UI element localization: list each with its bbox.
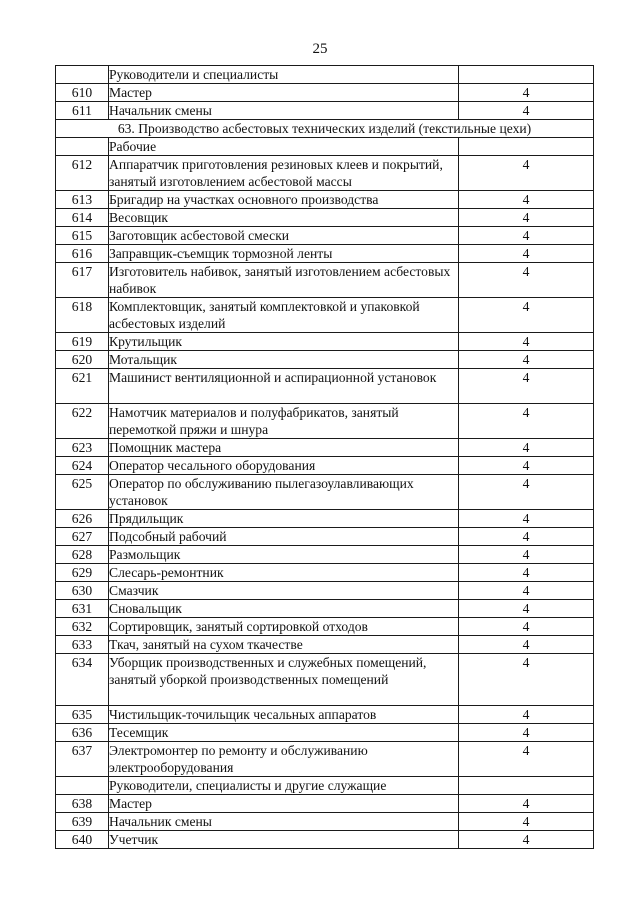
value-cell: 4 xyxy=(459,795,594,813)
value-cell: 4 xyxy=(459,475,594,510)
profession-name: Размольщик xyxy=(109,546,459,564)
table-row xyxy=(56,795,594,813)
value-cell: 4 xyxy=(459,546,594,564)
row-number: 614 xyxy=(56,209,109,227)
profession-name: Слесарь-ремонтник xyxy=(109,564,459,582)
profession-name: Учетчик xyxy=(109,831,459,849)
row-number: 612 xyxy=(56,156,109,191)
row-number: 640 xyxy=(56,831,109,849)
profession-name: Крутильщик xyxy=(109,333,459,351)
table-row xyxy=(56,404,594,439)
table-row xyxy=(56,156,594,191)
row-number: 626 xyxy=(56,510,109,528)
row-number: 629 xyxy=(56,564,109,582)
row-number: 615 xyxy=(56,227,109,245)
row-number: 633 xyxy=(56,636,109,654)
profession-name: Ткач, занятый на сухом ткачестве xyxy=(109,636,459,654)
page-number: 25 xyxy=(312,41,328,57)
row-number: 617 xyxy=(56,263,109,298)
profession-name: Намотчик материалов и полуфабрикатов, занятый перемоткой пряжи и шнура xyxy=(109,404,459,439)
value-cell: 4 xyxy=(459,831,594,849)
table-row xyxy=(56,298,594,333)
table-row xyxy=(56,84,594,102)
value-cell: 4 xyxy=(459,510,594,528)
table-row xyxy=(56,138,594,156)
profession-name: Мотальщик xyxy=(109,351,459,369)
table-row xyxy=(56,813,594,831)
value-cell: 4 xyxy=(459,813,594,831)
table-row xyxy=(56,510,594,528)
profession-name: Сновальщик xyxy=(109,600,459,618)
table-row xyxy=(56,333,594,351)
table-row xyxy=(56,369,594,404)
value-cell: 4 xyxy=(459,582,594,600)
value-cell: 4 xyxy=(459,227,594,245)
profession-name: Заправщик-съемщик тормозной ленты xyxy=(109,245,459,263)
value-cell: 4 xyxy=(459,564,594,582)
value-cell: 4 xyxy=(459,457,594,475)
profession-table xyxy=(55,65,594,849)
group-heading: Руководители, специалисты и другие служащие xyxy=(109,777,459,795)
value-cell: 4 xyxy=(459,263,594,298)
row-number: 623 xyxy=(56,439,109,457)
profession-name: Электромонтер по ремонту и обслуживанию электрооборудования xyxy=(109,742,459,777)
row-number: 631 xyxy=(56,600,109,618)
group-heading: Руководители и специалисты xyxy=(109,66,459,84)
value-cell: 4 xyxy=(459,706,594,724)
row-number xyxy=(56,777,109,795)
row-number: 620 xyxy=(56,351,109,369)
row-number: 621 xyxy=(56,369,109,404)
row-number: 611 xyxy=(56,102,109,120)
row-number: 624 xyxy=(56,457,109,475)
profession-name: Комплектовщик, занятый комплектовкой и упаковкой асбестовых изделий xyxy=(109,298,459,333)
row-number xyxy=(56,66,109,84)
profession-name: Помощник мастера xyxy=(109,439,459,457)
table-row xyxy=(56,654,594,706)
table-row xyxy=(56,263,594,298)
table-row xyxy=(56,475,594,510)
row-number: 635 xyxy=(56,706,109,724)
value-cell: 4 xyxy=(459,369,594,404)
row-number: 618 xyxy=(56,298,109,333)
value-cell xyxy=(459,777,594,795)
profession-name: Аппаратчик приготовления резиновых клеев и покрытий, занятый изготовлением асбестовой массы xyxy=(109,156,459,191)
table-row xyxy=(56,618,594,636)
profession-name: Мастер xyxy=(109,795,459,813)
profession-name: Заготовщик асбестовой смески xyxy=(109,227,459,245)
group-heading: Рабочие xyxy=(109,138,459,156)
profession-name: Уборщик производственных и служебных помещений, занятый уборкой производственных помещений xyxy=(109,654,459,706)
profession-name: Начальник смены xyxy=(109,102,459,120)
table-row xyxy=(56,546,594,564)
section-heading: 63. Производство асбестовых технических изделий (текстильные цехи) xyxy=(56,120,594,138)
profession-name: Бригадир на участках основного производства xyxy=(109,191,459,209)
value-cell: 4 xyxy=(459,102,594,120)
table-row xyxy=(56,439,594,457)
profession-name: Изготовитель набивок, занятый изготовлением асбестовых набивок xyxy=(109,263,459,298)
profession-name: Мастер xyxy=(109,84,459,102)
row-number: 622 xyxy=(56,404,109,439)
table-row xyxy=(56,66,594,84)
row-number: 610 xyxy=(56,84,109,102)
value-cell: 4 xyxy=(459,245,594,263)
table-row xyxy=(56,245,594,263)
table-row xyxy=(56,209,594,227)
table-row xyxy=(56,706,594,724)
profession-name: Оператор по обслуживанию пылегазоулавливающих установок xyxy=(109,475,459,510)
row-number: 627 xyxy=(56,528,109,546)
row-number: 632 xyxy=(56,618,109,636)
value-cell xyxy=(459,66,594,84)
value-cell: 4 xyxy=(459,84,594,102)
row-number: 619 xyxy=(56,333,109,351)
value-cell: 4 xyxy=(459,636,594,654)
table-row xyxy=(56,227,594,245)
table-row xyxy=(56,351,594,369)
profession-name: Оператор чесального оборудования xyxy=(109,457,459,475)
table-row xyxy=(56,742,594,777)
row-number: 638 xyxy=(56,795,109,813)
table-row xyxy=(56,191,594,209)
value-cell: 4 xyxy=(459,156,594,191)
value-cell: 4 xyxy=(459,191,594,209)
row-number: 613 xyxy=(56,191,109,209)
value-cell: 4 xyxy=(459,600,594,618)
row-number: 639 xyxy=(56,813,109,831)
row-number: 630 xyxy=(56,582,109,600)
value-cell: 4 xyxy=(459,528,594,546)
value-cell: 4 xyxy=(459,404,594,439)
table-row xyxy=(56,582,594,600)
profession-name: Машинист вентиляционной и аспирационной установок xyxy=(109,369,459,404)
table-row xyxy=(56,120,594,138)
value-cell: 4 xyxy=(459,618,594,636)
profession-name: Чистильщик-точильщик чесальных аппаратов xyxy=(109,706,459,724)
profession-name: Начальник смены xyxy=(109,813,459,831)
table-row xyxy=(56,457,594,475)
value-cell: 4 xyxy=(459,654,594,706)
row-number: 625 xyxy=(56,475,109,510)
value-cell xyxy=(459,138,594,156)
value-cell: 4 xyxy=(459,742,594,777)
table-row xyxy=(56,600,594,618)
table-row xyxy=(56,102,594,120)
profession-name: Прядильщик xyxy=(109,510,459,528)
row-number: 637 xyxy=(56,742,109,777)
value-cell: 4 xyxy=(459,351,594,369)
profession-name: Сортировщик, занятый сортировкой отходов xyxy=(109,618,459,636)
table-row xyxy=(56,724,594,742)
value-cell: 4 xyxy=(459,209,594,227)
row-number: 636 xyxy=(56,724,109,742)
table-row xyxy=(56,636,594,654)
table-row xyxy=(56,528,594,546)
value-cell: 4 xyxy=(459,298,594,333)
table-row xyxy=(56,831,594,849)
profession-name: Тесемщик xyxy=(109,724,459,742)
profession-name: Подсобный рабочий xyxy=(109,528,459,546)
value-cell: 4 xyxy=(459,724,594,742)
value-cell: 4 xyxy=(459,439,594,457)
value-cell: 4 xyxy=(459,333,594,351)
row-number: 628 xyxy=(56,546,109,564)
row-number: 634 xyxy=(56,654,109,706)
row-number xyxy=(56,138,109,156)
table-row xyxy=(56,777,594,795)
profession-name: Весовщик xyxy=(109,209,459,227)
table-row xyxy=(56,564,594,582)
profession-name: Смазчик xyxy=(109,582,459,600)
row-number: 616 xyxy=(56,245,109,263)
